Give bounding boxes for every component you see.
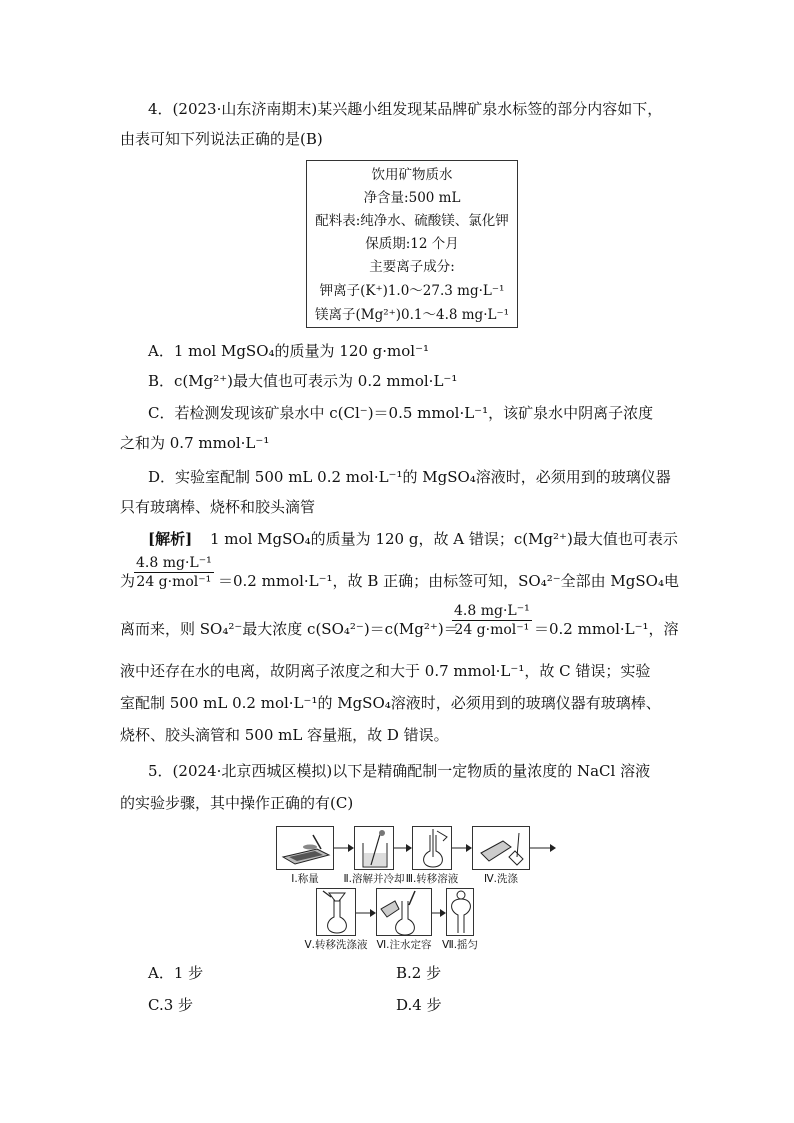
flask-funnel-icon [317,889,357,937]
q5-stem-line-1: 5．(2024·北京西城区模拟)以下是精确配制一定物质的量浓度的 NaCl 溶液 [148,762,651,780]
q5-option-c: C.3 步 [148,996,194,1014]
label-net-volume: 净含量:500 mL [363,190,461,206]
step-2-caption: Ⅱ.溶解并冷却 [343,873,405,885]
q5-option-d: D.4 步 [396,996,442,1014]
hand-rinsing-icon [473,827,531,871]
step-dissolve-illustration [354,826,394,870]
q4-option-c-line-2: 之和为 0.7 mmol·L⁻¹ [120,434,270,452]
q4-stem-line-1: 4．(2023·山东济南期末)某兴趣小组发现某品牌矿泉水标签的部分内容如下， [148,100,663,118]
arrow-right-icon [334,843,354,853]
label-title: 饮用矿物质水 [371,167,453,183]
step-4-caption: Ⅳ.洗涤 [483,873,519,885]
analysis-line-5: 室配制 500 mL 0.2 mol·L⁻¹的 MgSO₄溶液时，必须用到的玻璃仪器有玻璃棒、 [120,694,661,712]
arrow-right-icon [530,843,556,853]
fraction-mg-over-molar-mass [134,554,214,591]
step-7-caption: Ⅶ.摇匀 [441,939,479,951]
label-potassium-ion: 钾离子(K⁺)1.0～27.3 mg·L⁻¹ [319,283,505,299]
arrow-right-icon [452,843,472,853]
label-magnesium-ion: 镁离子(Mg²⁺)0.1～4.8 mg·L⁻¹ [314,307,509,323]
q4-option-d-line-1: D．实验室配制 500 mL 0.2 mol·L⁻¹的 MgSO₄溶液时，必须用到的玻璃仪器 [148,468,671,486]
q5-stem-line-2: 的实验步骤，其中操作正确的有(C) [120,794,354,812]
q4-option-a: A．1 mol MgSO₄的质量为 120 g·mol⁻¹ [148,342,430,360]
analysis-line-2-prefix: 为 [120,572,136,590]
q5-option-a: A．1 步 [148,964,204,982]
step-3-caption: Ⅲ.转移溶液 [405,873,459,885]
volumetric-flask-icon [413,827,453,871]
arrow-right-icon [394,843,412,853]
beaker-stirring-icon [355,827,395,871]
analysis-line-2-suffix: ＝0.2 mmol·L⁻¹，故 B 正确；由标签可知，SO₄²⁻全部由 MgSO₄电 [218,572,679,590]
balance-icon [277,827,335,871]
label-ingredients: 配料表:纯净水、硫酸镁、氯化钾 [315,213,509,229]
arrow-right-icon [356,908,376,918]
q5-option-b: B.2 步 [396,964,442,982]
analysis-line-6: 烧杯、胶头滴管和 500 mL 容量瓶，故 D 错误。 [120,726,449,744]
step-fill-mark-illustration [376,888,432,936]
fraction-1-numerator: 4.8 mg·L⁻¹ [136,555,212,571]
fraction-2-denominator: 24 g·mol⁻¹ [454,622,530,638]
mineral-water-label [306,160,518,328]
analysis-line-1: 1 mol MgSO₄的质量为 120 g，故 A 错误；c(Mg²⁺)最大值也可表示 [210,530,678,548]
step-shake-illustration [446,888,474,936]
analysis-line-3-suffix: ＝0.2 mmol·L⁻¹，溶 [534,620,679,638]
inverted-flask-icon [447,889,475,937]
step-6-caption: Ⅵ.注水定容 [376,939,432,951]
q4-option-c-line-1: C．若检测发现该矿泉水中 c(Cl⁻)＝0.5 mmol·L⁻¹，该矿泉水中阴离子浓度 [148,404,654,422]
analysis-line-3-prefix: 离而来，则 SO₄²⁻最大浓度 c(SO₄²⁻)＝c(Mg²⁺)＝ [120,620,459,638]
q4-option-d-line-2: 只有玻璃棒、烧杯和胶头滴管 [120,498,316,516]
analysis-tag: [解析] [148,530,193,548]
step-weighing-illustration [276,826,334,870]
step-1-caption: Ⅰ.称量 [291,873,319,885]
label-shelf-life: 保质期:12 个月 [365,236,459,252]
q4-option-b: B．c(Mg²⁺)最大值也可表示为 0.2 mmol·L⁻¹ [148,372,458,390]
label-ions-heading: 主要离子成分: [369,259,455,275]
analysis-line-4: 液中还存在水的电离，故阴离子浓度之和大于 0.7 mmol·L⁻¹，故 C 错误；实验 [120,662,651,680]
step-transfer-illustration [412,826,452,870]
q4-stem-line-2: 由表可知下列说法正确的是(B) [120,130,323,148]
step-5-caption: Ⅴ.转移洗涤液 [304,939,368,951]
step-washing-illustration [472,826,530,870]
fraction-1-denominator: 24 g·mol⁻¹ [136,574,212,590]
step-transfer-wash-illustration [316,888,356,936]
arrow-right-icon [432,908,446,918]
fraction-sulfate-concentration [452,602,532,639]
dropper-flask-icon [377,889,433,937]
fraction-2-numerator: 4.8 mg·L⁻¹ [454,603,530,619]
